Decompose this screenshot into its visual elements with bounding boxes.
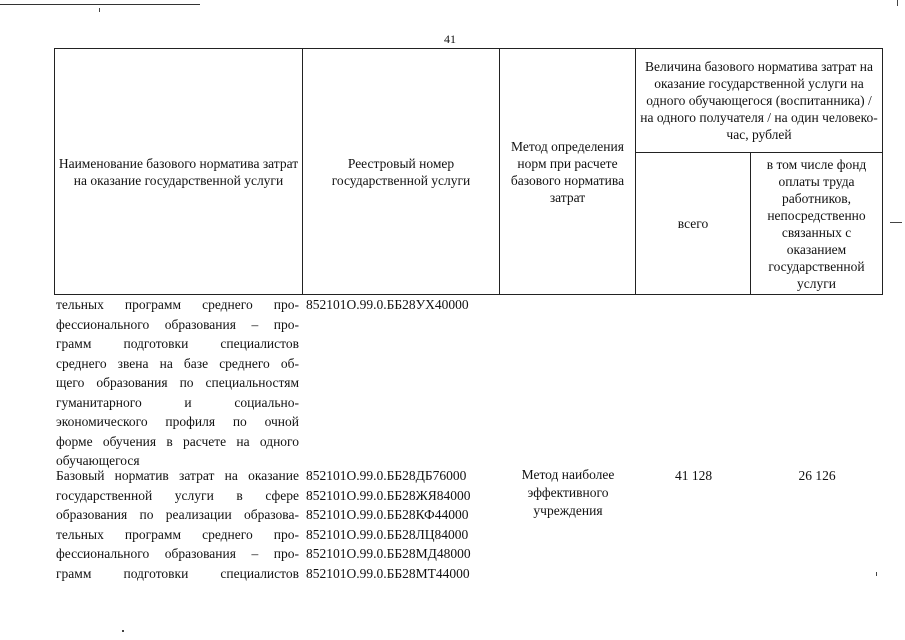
header-value-column: Величина базового норматива затрат на оказание государственной услуги на одного обучающегося (воспитанника) / на одного получателя / на один человеко-час, рублей	[636, 49, 883, 153]
row2-name-line: образования по реализации образова-	[56, 507, 299, 522]
scan-mark	[876, 572, 877, 576]
row2-payroll-value: 26 126	[798, 468, 836, 483]
row1-name	[56, 295, 299, 471]
registry-code: 852101О.99.0.ББ28ЛЦ84000	[306, 526, 469, 542]
row1-name-line: форме обучения в расчете на одного	[56, 433, 299, 449]
row2-method: Метод наиболее эффективного учреждения	[521, 467, 615, 518]
row1-name-line: фессионального образования – про-	[56, 316, 299, 332]
header-payroll-column: в том числе фонд оплаты труда работников, непосредственно связанных с оказанием государственной услуги	[751, 153, 883, 295]
scan-mark	[122, 630, 124, 632]
row1-name-line: щего образования по специальностям	[56, 375, 299, 390]
scan-mark	[890, 222, 902, 223]
header-registry-column: Реестровый номер государственной услуги	[303, 49, 500, 295]
scan-mark	[99, 8, 100, 12]
row2-name-line: грамм подготовки специалистов	[56, 565, 299, 581]
row1-name-line: грамм подготовки специалистов	[56, 336, 299, 351]
header-total-column: всего	[636, 153, 751, 295]
row1-registry-codes	[306, 295, 501, 315]
registry-code: 852101О.99.0.ББ28КФ44000	[306, 507, 469, 522]
row2-name-line: фессионального образования – про-	[56, 546, 299, 561]
row1-name-line: гуманитарного и социально-	[56, 394, 299, 410]
table-header	[54, 48, 883, 295]
registry-code: 852101О.99.0.ББ28МД48000	[306, 546, 471, 561]
row2-total-value: 41 128	[674, 468, 713, 483]
header-name-column: Наименование базового норматива затрат на оказание государственной услуги	[55, 49, 303, 295]
top-scan-line	[0, 4, 200, 5]
row1-name-line: экономического профиля по очной	[56, 414, 299, 429]
row2-name	[56, 466, 299, 583]
registry-code: 852101О.99.0.ББ28УХ40000	[306, 297, 469, 312]
row2-name-line: тельных программ среднего про-	[56, 526, 299, 542]
row2-registry-codes	[306, 466, 501, 583]
row1-name-line: тельных программ среднего про-	[56, 297, 299, 312]
row2-name-line: государственной услуги в сфере	[56, 487, 299, 503]
page-number: 41	[444, 32, 456, 46]
row2-name-line: Базовый норматив затрат на оказание	[56, 468, 299, 483]
scan-mark	[897, 0, 898, 6]
row1-name-line: среднего звена на базе среднего об-	[56, 355, 299, 371]
registry-code: 852101О.99.0.ББ28МТ44000	[306, 565, 470, 581]
registry-code: 852101О.99.0.ББ28ЖЯ84000	[306, 487, 471, 503]
header-method-column: Метод определения норм при расчете базового норматива затрат	[500, 49, 636, 295]
row1-name-line: обучающегося	[56, 453, 140, 468]
registry-code: 852101О.99.0.ББ28ДБ76000	[306, 468, 467, 483]
